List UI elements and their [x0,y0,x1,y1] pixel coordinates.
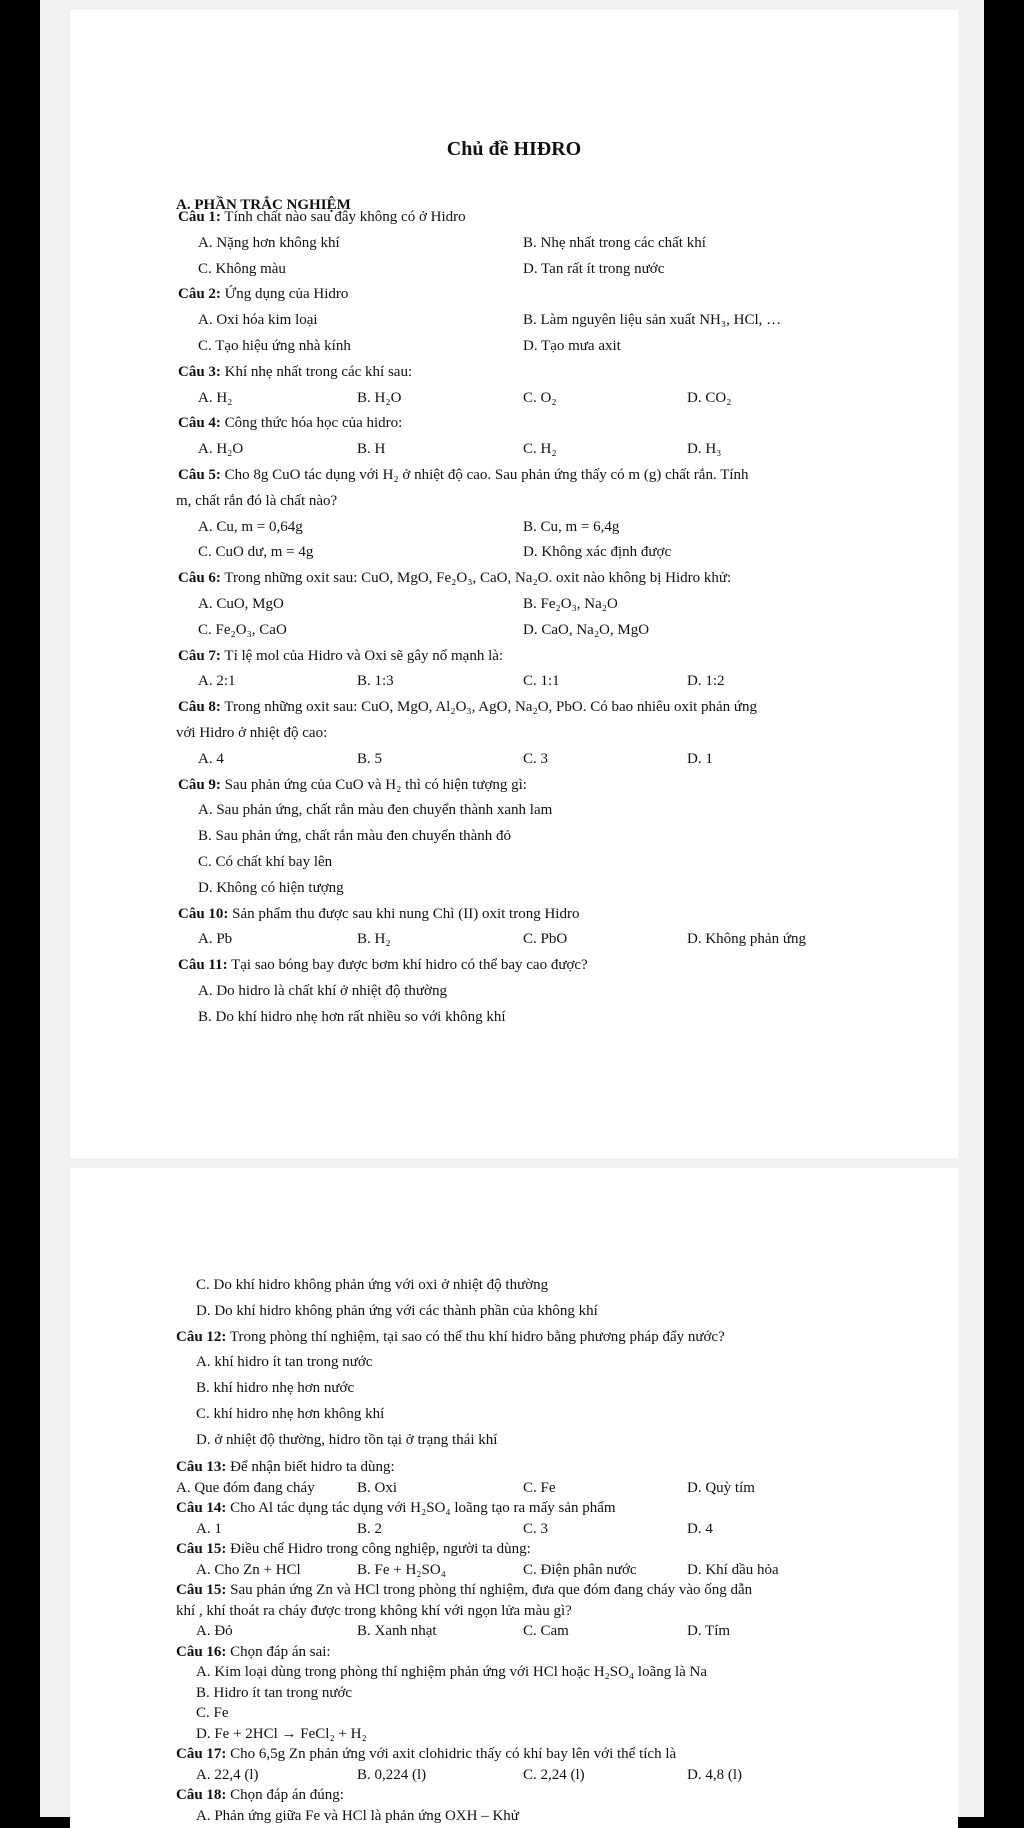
answer-option: A. 22,4 (l) [196,1766,259,1783]
answer-option: D. Không xác định được [523,544,672,561]
question-line [178,466,749,484]
answer-option: A. 2:1 [198,673,236,690]
question-text: Để nhận biết hidro ta dùng: [230,1459,395,1475]
answer-option: D. 4 [687,1520,713,1537]
answer-option: B. H₂O [357,389,402,406]
question-number: Câu 14: [176,1500,227,1516]
answer-option: C. Fe [196,1705,229,1721]
answer-option: D. Tan rất ít trong nước [523,260,665,277]
question-text: Sau phản ứng của CuO và H₂ thì có hiện tượng gì: [224,776,527,793]
answer-option: B. 1:3 [357,673,394,690]
answer-option: D. 1:2 [687,673,725,690]
question-line [176,1328,725,1346]
question-line [178,285,348,303]
question-number: Câu 12: [176,1328,227,1345]
answer-option: C. Fe [523,1479,556,1496]
question-line [178,414,402,432]
question-text: Chọn đáp án đúng: [230,1787,344,1803]
answer-option: C. Tạo hiệu ứng nhà kính [198,338,351,354]
question-text: Khí nhẹ nhất trong các khí sau: [224,363,413,380]
question-number: Câu 17: [176,1746,227,1762]
answer-option: D. 1 [687,750,713,767]
answer-option: D. Không có hiện tượng [198,879,344,896]
answer-option: D. Không phản ứng [687,931,806,948]
answer-option: C. PbO [523,931,568,948]
answer-option: C. khí hidro nhẹ hơn không khí [196,1406,385,1422]
answer-option: C. Điện phân nước [523,1561,637,1578]
question-text: Tính chất nào sau đây không có ở Hidro [224,209,466,225]
question-line [176,1581,752,1599]
question-line [176,1499,616,1517]
answer-option: A. H₂O [198,441,244,458]
question-number: Câu 13: [176,1459,227,1475]
answer-option: C. Cam [523,1623,569,1639]
answer-option: B. H₂ [357,931,391,948]
answer-option: C. 3 [523,1520,549,1537]
question-number: Câu 1: [178,209,221,225]
document-page-1 [70,10,958,1158]
answer-option: D. Tạo mưa axit [523,338,621,354]
answer-option: C. H₂ [523,441,557,458]
answer-option: A. Kim loại dùng trong phòng thí nghiệm phản ứng với HCl hoặc H₂SO₄ loãng là Na [196,1664,708,1680]
answer-option: C. Không màu [198,260,286,277]
question-line [176,1745,676,1763]
question-text: Sau phản ứng Zn và HCl trong phòng thí nghiệm, đưa que đóm đang cháy vào ống dẫn [230,1582,753,1598]
answer-option: A. Cu, m = 0,64g [198,518,303,535]
answer-option: A. 4 [198,750,224,767]
answer-option: D. Quỳ tím [687,1479,755,1496]
question-number: Câu 6: [178,570,221,587]
answer-option: D. CO₂ [687,389,732,406]
question-text: Sản phẩm thu được sau khi nung Chì (II) oxit trong Hidro [232,905,580,922]
answer-option: C. CuO dư, m = 4g [198,544,314,561]
answer-option: A. Pb [198,931,233,948]
answer-option: A. Cho Zn + HCl [196,1561,301,1578]
answer-option: A. khí hidro ít tan trong nước [196,1354,373,1371]
question-line [178,363,412,381]
question-number: Câu 7: [178,647,221,664]
answer-option: B. khí hidro nhẹ hơn nước [196,1380,355,1397]
answer-option: A. Que đóm đang cháy [176,1479,315,1496]
question-number: Câu 10: [178,905,229,922]
answer-option: B. Nhẹ nhất trong các chất khí [523,234,706,251]
answer-option: B. Oxi [357,1479,398,1496]
answer-option: B. Xanh nhạt [357,1623,437,1639]
answer-option: C. Có chất khí bay lên [198,854,333,870]
document-page-2 [70,1168,958,1828]
question-line [178,647,503,665]
question-number: Câu 8: [178,699,221,716]
answer-option: B. Cu, m = 6,4g [523,518,620,535]
question-line [176,1786,344,1804]
answer-option: B. H [357,441,386,458]
question-number: Câu 15: [176,1541,227,1557]
question-text: Công thức hóa học của hidro: [224,415,403,432]
answer-option: B. Sau phản ứng, chất rắn màu đen chuyển thành đỏ [198,828,512,845]
question-line [176,1643,331,1661]
answer-option: B. Hidro ít tan trong nước [196,1684,353,1701]
question-line [178,208,466,226]
question-line [178,569,731,587]
answer-option: D. CaO, Na₂O, MgO [523,621,650,638]
answer-option: D. 4,8 (l) [687,1766,742,1783]
answer-option: C. Fe₂O₃, CaO [198,621,287,638]
answer-option: B. 0,224 (l) [357,1766,427,1783]
answer-option: D. ở nhiệt độ thường, hidro tồn tại ở trạng thái khí [196,1431,498,1448]
question-text: Chọn đáp án sai: [230,1643,331,1660]
question-number: Câu 15: [176,1582,227,1598]
question-text: Ứng dụng của Hidro [224,286,349,303]
answer-option: B. Làm nguyên liệu sản xuất NH₃, HCl, … [523,312,782,329]
section-heading: A. PHẦN TRẮC NGHIỆM [176,197,351,213]
question-line [176,1540,531,1558]
answer-option: A. Do hidro là chất khí ở nhiệt độ thường [198,983,447,999]
answer-option: A. Đỏ [196,1623,233,1639]
question-text: Cho 6,5g Zn phản ứng với axit clohidric thấy có khí bay lên với thể tích là [230,1746,677,1762]
page-title: Chủ đề HIĐRO [446,138,582,160]
question-number: Câu 11: [178,957,228,974]
question-line [178,698,757,716]
question-number: Câu 4: [178,415,221,432]
question-text: Trong phòng thí nghiệm, tại sao có thể thu khí hidro bằng phương pháp đẩy nước? [229,1328,725,1345]
question-line [178,776,527,794]
answer-option: B. 2 [357,1520,383,1537]
question-number: Câu 3: [178,363,221,380]
answer-option: A. H₂ [198,389,233,406]
answer-option: B. 5 [357,750,383,767]
question-text: Cho Al tác dụng tác dụng với H₂SO₄ loãng tạo ra mấy sản phẩm [230,1500,616,1516]
answer-option: B. Fe₂O₃, Na₂O [523,596,618,612]
answer-option: A. Sau phản ứng, chất rắn màu đen chuyển thành xanh lam [198,802,553,819]
question-number: Câu 16: [176,1643,227,1660]
question-number: Câu 18: [176,1787,227,1803]
answer-option: C. 3 [523,750,549,767]
answer-option: D. Fe + 2HCl → FeCl₂ + H₂ [196,1725,367,1742]
question-text-continued: khí , khí thoát ra cháy được trong không khí với ngọn lửa màu gì? [176,1602,572,1619]
answer-option: A. 1 [196,1520,222,1537]
answer-option: C. O₂ [523,389,557,406]
answer-option: C. Do khí hidro không phản ứng với oxi ở nhiệt độ thường [196,1277,549,1293]
question-text-continued: m, chất rắn đó là chất nào? [176,492,338,509]
question-text: Trong những oxit sau: CuO, MgO, Fe₂O₃, CaO, Na₂O. oxit nào không bị Hidro khử: [224,570,732,587]
answer-option: D. Tím [687,1623,731,1639]
answer-option: D. H₃ [687,441,722,458]
question-line [176,1458,395,1476]
question-text: Cho 8g CuO tác dụng với H₂ ở nhiệt độ cao. Sau phản ứng thấy có m (g) chất rắn. Tính [224,467,749,483]
answer-option: C. 1:1 [523,673,560,690]
answer-option: B. Fe + H₂SO₄ [357,1561,446,1578]
question-text: Tỉ lệ mol của Hidro và Oxi sẽ gây nổ mạnh là: [224,647,504,664]
question-number: Câu 5: [178,467,221,483]
question-text: Điều chế Hidro trong công nghiệp, người ta dùng: [230,1541,531,1557]
answer-option: A. Oxi hóa kim loại [198,312,318,329]
answer-option: C. 2,24 (l) [523,1766,585,1783]
answer-option: D. Khí dầu hỏa [687,1561,779,1578]
answer-option: A. Nặng hơn không khí [198,234,340,251]
question-line [178,956,588,974]
question-number: Câu 9: [178,776,221,793]
question-line [178,905,579,923]
answer-option: D. Do khí hidro không phản ứng với các thành phần của không khí [196,1302,598,1319]
answer-option: B. Do khí hidro nhẹ hơn rất nhiều so với không khí [198,1008,506,1025]
answer-option: A. CuO, MgO [198,596,284,612]
question-text: Tại sao bóng bay được bơm khí hidro có thể bay cao được? [231,957,588,974]
answer-option: A. Phản ứng giữa Fe và HCl là phản ứng OXH – Khử [196,1807,519,1824]
question-text: Trong những oxit sau: CuO, MgO, Al₂O₃, AgO, Na₂O, PbO. Có bao nhiêu oxit phản ứng [224,699,758,716]
question-text-continued: với Hidro ở nhiệt độ cao: [176,725,328,741]
question-number: Câu 2: [178,286,221,303]
